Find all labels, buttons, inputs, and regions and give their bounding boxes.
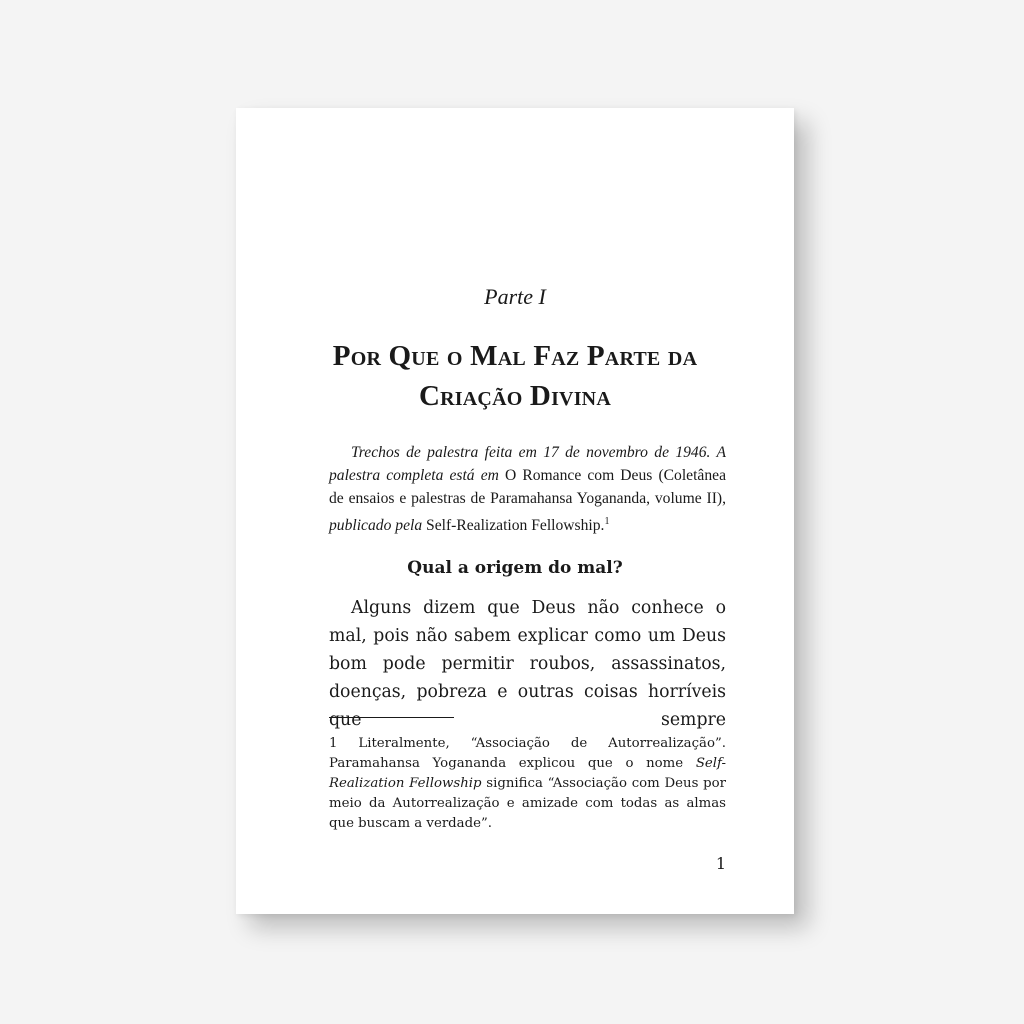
footnote-text-1: Literalmente, “Associação de Autorrealização”. Paramahansa Yogananda explicou que o nome — [329, 736, 726, 771]
chapter-title-line-2: Criação Divina — [419, 380, 611, 412]
footnote-reference: 1 — [604, 516, 610, 527]
chapter-title — [296, 336, 734, 416]
section-heading: Qual a origem do mal? — [407, 558, 623, 578]
page-number: 1 — [715, 854, 726, 873]
part-label: Parte I — [484, 284, 546, 309]
intro-text-italic: Trechos de palestra feita em 17 de novembro de 1946. A palestra completa está em — [329, 444, 726, 484]
footnote-number: 1 — [329, 736, 338, 751]
intro-published-by: publicado pela — [329, 517, 423, 535]
footnote-text-italic: Self-Realization Fellowship — [329, 756, 726, 791]
intro-paragraph — [329, 441, 726, 537]
footnote — [329, 734, 726, 834]
intro-book-title: O Romance com Deus (Coletânea de ensaios e palestras de Paramahansa Yogananda, volume II), — [329, 467, 726, 507]
body-paragraph: Alguns dizem que Deus não conhece o mal, pois não sabem explicar como um Deus bom pode permitir roubos, assassinatos, doenças, pobreza e outras coisas horríveis que sempre — [329, 598, 726, 730]
chapter-title-line-1: Por Que o Mal Faz Parte da — [332, 340, 698, 372]
footnote-text-2: significa “Associação com Deus por meio da Autorrealização e amizade com todas as almas que buscam a verdade”. — [329, 776, 726, 831]
footnote-divider — [329, 717, 454, 718]
book-page — [236, 108, 794, 914]
intro-publisher: Self-Realization Fellowship. — [422, 517, 605, 535]
